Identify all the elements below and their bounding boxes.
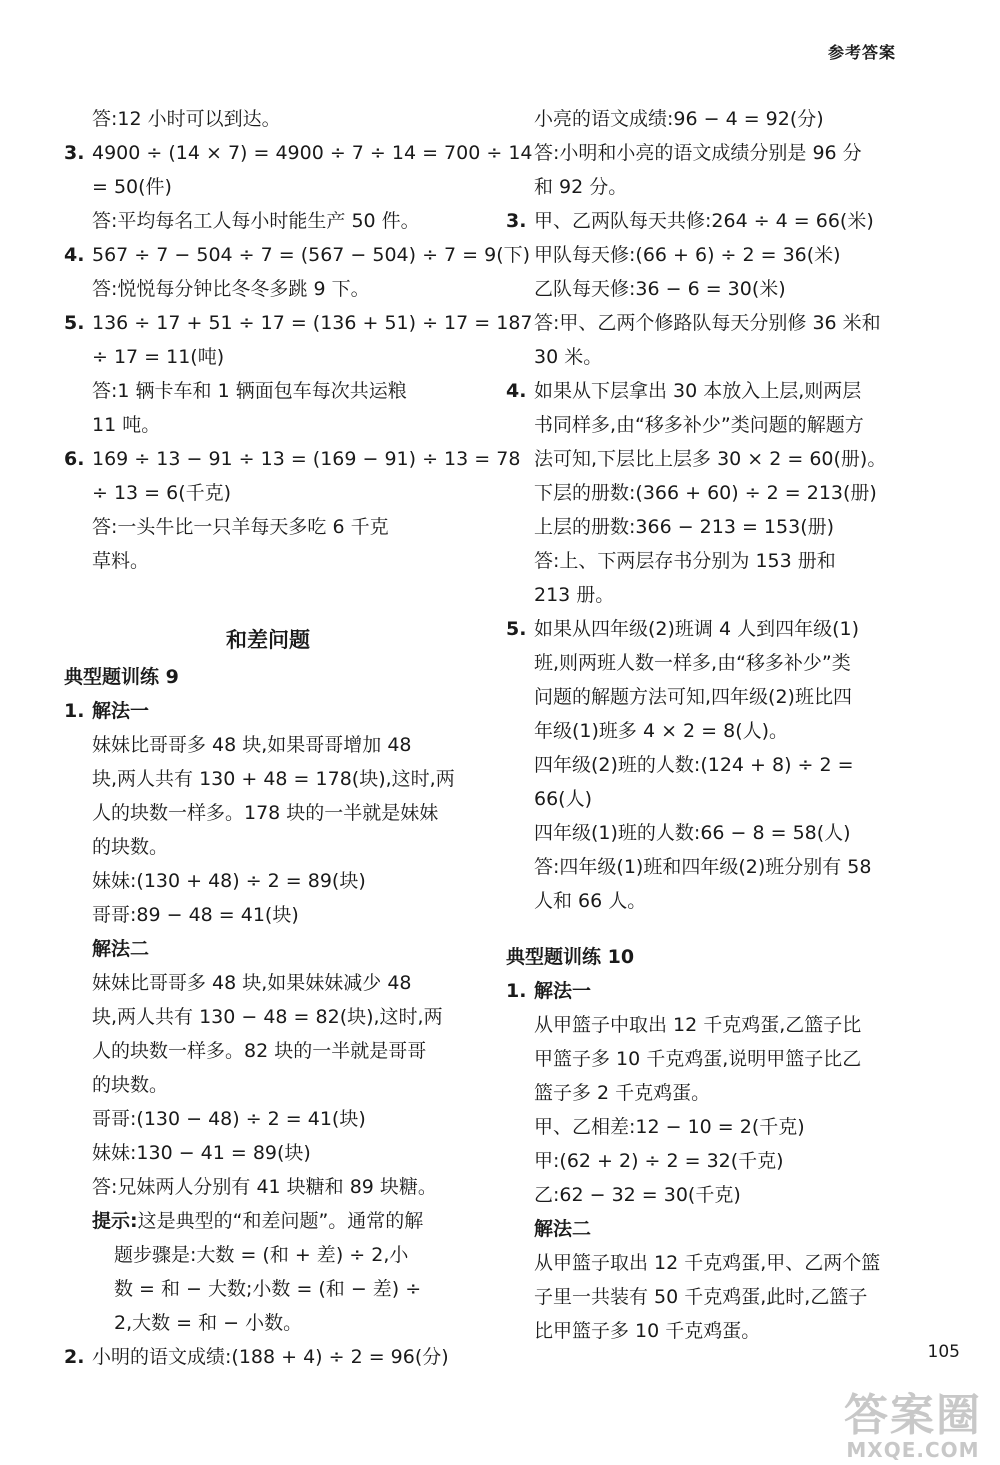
watermark-logo <box>844 1390 982 1462</box>
text-line: 乙:62 − 32 = 30(千克) <box>534 1184 741 1206</box>
text-line: ÷ 13 = 6(千克) <box>92 482 232 504</box>
text-line: 5. 136 ÷ 17 + 51 ÷ 17 = (136 + 51) ÷ 17 = 187 <box>64 306 472 340</box>
method-label: 解法一 <box>92 700 150 722</box>
text-line: ÷ 17 = 11(吨) <box>92 346 225 368</box>
text-line: 问题的解题方法可知,四年级(2)班比四 <box>534 686 852 708</box>
text-line: 哥哥:(130 − 48) ÷ 2 = 41(块) <box>92 1108 366 1130</box>
watermark-text: 答案圈 <box>844 1390 982 1441</box>
text-line: 甲篮子多 10 千克鸡蛋,说明甲篮子比乙 <box>534 1048 862 1070</box>
text-line: 乙队每天修:36 − 6 = 30(米) <box>534 278 786 300</box>
text-line: 答:小明和小亮的语文成绩分别是 96 分 <box>534 142 862 164</box>
text-line: 篮子多 2 千克鸡蛋。 <box>534 1082 711 1104</box>
text-line: 答:1 辆卡车和 1 辆面包车每次共运粮 <box>92 380 407 402</box>
text-line: 答:四年级(1)班和四年级(2)班分别有 58 <box>534 856 872 878</box>
text-line: 和 92 分。 <box>534 176 628 198</box>
item-number: 1. <box>64 700 85 722</box>
text-line: = 50(件) <box>92 176 172 198</box>
text-line: 答:悦悦每分钟比冬冬多跳 9 下。 <box>92 278 370 300</box>
text-line <box>506 974 906 1008</box>
text-line: 妹妹:130 − 41 = 89(块) <box>92 1142 311 1164</box>
text-line: 哥哥:89 − 48 = 41(块) <box>92 904 299 926</box>
item-number: 2. <box>64 1346 85 1368</box>
section-title: 和差问题 <box>226 627 310 652</box>
text-line: 比甲篮子多 10 千克鸡蛋。 <box>534 1320 761 1342</box>
text-line: 块,两人共有 130 − 48 = 82(块),这时,两 <box>92 1006 443 1028</box>
item-number: 3. <box>64 142 85 164</box>
text-line: 答:上、下两层存书分别为 153 册和 <box>534 550 836 572</box>
text-line: 答:甲、乙两个修路队每天分别修 36 米和 <box>534 312 881 334</box>
page-header: 参考答案 <box>827 43 896 62</box>
text-line: 四年级(2)班的人数:(124 + 8) ÷ 2 = <box>534 754 854 776</box>
text-line: 小亮的语文成绩:96 − 4 = 92(分) <box>534 108 824 130</box>
left-column <box>64 102 533 1374</box>
item-number: 3. <box>506 210 527 232</box>
tip-line: 题步骤是:大数 = (和 + 差) ÷ 2,小 <box>114 1244 409 1266</box>
text-line: 妹妹比哥哥多 48 块,如果妹妹减少 48 <box>92 972 412 994</box>
text-line: 人的块数一样多。82 块的一半就是哥哥 <box>92 1040 427 1062</box>
text-line: 3. 甲、乙两队每天共修:264 ÷ 4 = 66(米) <box>506 204 906 238</box>
tip-label: 提示: <box>92 1210 138 1232</box>
text-line: 66(人) <box>534 788 593 810</box>
text-line: 2. 小明的语文成绩:(188 + 4) ÷ 2 = 96(分) <box>64 1340 472 1374</box>
item-number: 1. <box>506 980 527 1002</box>
text-line: 上层的册数:366 − 213 = 153(册) <box>534 516 835 538</box>
text-line: 答:兄妹两人分别有 41 块糖和 89 块糖。 <box>92 1176 437 1198</box>
text-line: 班,则两班人数一样多,由“移多补少”类 <box>534 652 851 674</box>
text-line: 3. 4900 ÷ (14 × 7) = 4900 ÷ 7 ÷ 14 = 700 ÷ 14 <box>64 136 472 170</box>
text-line: 的块数。 <box>92 1074 169 1096</box>
item-number: 4. <box>64 244 85 266</box>
text-line <box>64 694 472 728</box>
method-label: 解法二 <box>92 938 150 960</box>
exercise-heading: 典型题训练 9 <box>64 666 179 688</box>
item-number: 5. <box>64 312 85 334</box>
text-line: 从甲篮子取出 12 千克鸡蛋,甲、乙两个篮 <box>534 1252 881 1274</box>
text-line: 年级(1)班多 4 × 2 = 8(人)。 <box>534 720 789 742</box>
text-line: 块,两人共有 130 + 48 = 178(块),这时,两 <box>92 768 455 790</box>
text-line: 4. 567 ÷ 7 − 504 ÷ 7 = (567 − 504) ÷ 7 = 9(下) <box>64 238 472 272</box>
text-line: 书同样多,由“移多补少”类问题的解题方 <box>534 414 864 436</box>
text-line: 甲、乙相差:12 − 10 = 2(千克) <box>534 1116 805 1138</box>
text-line: 答:一头牛比一只羊每天多吃 6 千克 <box>92 516 389 538</box>
text-line: 答:12 小时可以到达。 <box>92 108 281 130</box>
watermark-url: MXQE.COM <box>846 1438 980 1462</box>
item-number: 6. <box>64 448 85 470</box>
text-line: 5. 如果从四年级(2)班调 4 人到四年级(1) <box>506 612 906 646</box>
text-line: 子里一共装有 50 千克鸡蛋,此时,乙篮子 <box>534 1286 868 1308</box>
text-line: 答:平均每名工人每小时能生产 50 件。 <box>92 210 420 232</box>
tip-line: 2,大数 = 和 − 小数。 <box>114 1312 303 1334</box>
tip-line: 提示:这是典型的“和差问题”。通常的解 <box>92 1210 424 1232</box>
text-line: 4. 如果从下层拿出 30 本放入上层,则两层 <box>506 374 906 408</box>
text-line: 6. 169 ÷ 13 − 91 ÷ 13 = (169 − 91) ÷ 13 = 78 <box>64 442 472 476</box>
text-line: 人和 66 人。 <box>534 890 647 912</box>
text-line: 妹妹比哥哥多 48 块,如果哥哥增加 48 <box>92 734 412 756</box>
text-line: 四年级(1)班的人数:66 − 8 = 58(人) <box>534 822 851 844</box>
item-number: 5. <box>506 618 527 640</box>
text-line: 甲队每天修:(66 + 6) ÷ 2 = 36(米) <box>534 244 841 266</box>
text-line: 草料。 <box>92 550 150 572</box>
method-label: 解法一 <box>534 980 592 1002</box>
text-line: 人的块数一样多。178 块的一半就是妹妹 <box>92 802 439 824</box>
right-column <box>506 102 906 1348</box>
tip-line: 数 = 和 − 大数;小数 = (和 − 差) ÷ <box>114 1278 422 1300</box>
text-line: 的块数。 <box>92 836 169 858</box>
item-number: 4. <box>506 380 527 402</box>
text-line: 从甲篮子中取出 12 千克鸡蛋,乙篮子比 <box>534 1014 862 1036</box>
text-line: 下层的册数:(366 + 60) ÷ 2 = 213(册) <box>534 482 877 504</box>
text-line: 11 吨。 <box>92 414 161 436</box>
text-line: 甲:(62 + 2) ÷ 2 = 32(千克) <box>534 1150 784 1172</box>
text-line: 30 米。 <box>534 346 603 368</box>
method-label: 解法二 <box>534 1218 592 1240</box>
page-number: 105 <box>927 1342 960 1362</box>
exercise-heading: 典型题训练 10 <box>506 946 635 968</box>
text-line: 213 册。 <box>534 584 615 606</box>
text-line: 法可知,下层比上层多 30 × 2 = 60(册)。 <box>534 448 887 470</box>
text-line: 妹妹:(130 + 48) ÷ 2 = 89(块) <box>92 870 366 892</box>
